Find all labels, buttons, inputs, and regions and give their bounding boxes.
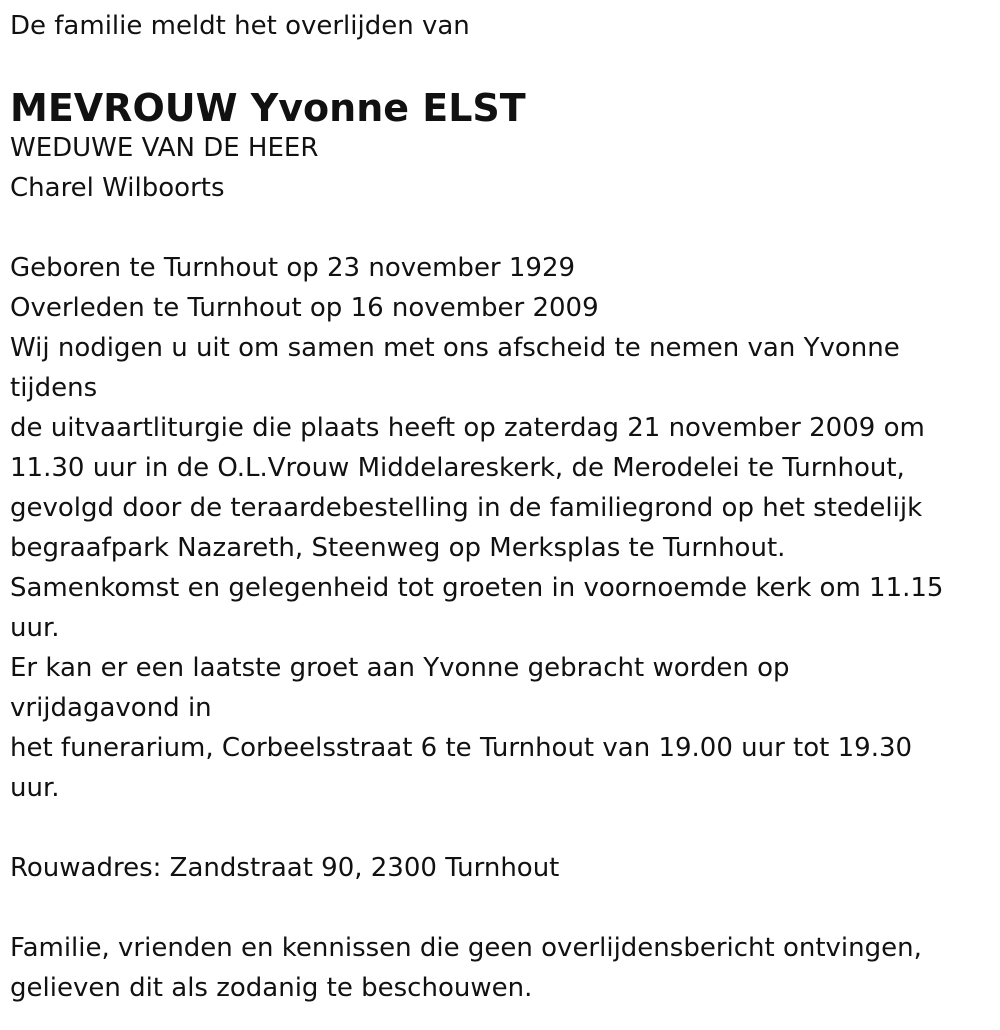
birth-line: Geboren te Turnhout op 23 november 1929 xyxy=(10,253,576,283)
spacer xyxy=(10,888,995,928)
spacer xyxy=(10,208,995,248)
invite-line: 11.30 uur in de O.L.Vrouw Middelareskerk, de Merodelei te Turnhout, xyxy=(10,453,905,483)
relation-line-1: WEDUWE VAN DE HEER xyxy=(10,133,319,163)
intro-text: De familie meldt het overlijden van xyxy=(10,11,470,41)
invite-line: de uitvaartliturgie die plaats heeft op zaterdag 21 november 2009 om xyxy=(10,413,925,443)
spacer xyxy=(10,808,995,848)
invite-line: begraafpark Nazareth, Steenweg op Merksplas te Turnhout. xyxy=(10,533,786,563)
invite-line: gevolgd door de teraardebestelling in de familiegrond op het stedelijk xyxy=(10,493,923,523)
invite-line: uur. xyxy=(10,773,60,803)
closing-line: gelieven dit als zodanig te beschouwen. xyxy=(10,973,533,1003)
invite-line: Wij nodigen u uit om samen met ons afscheid te nemen van Yvonne xyxy=(10,333,900,363)
invite-line: Er kan er een laatste groet aan Yvonne gebracht worden op xyxy=(10,653,790,683)
invite-line: het funerarium, Corbeelsstraat 6 te Turnhout van 19.00 uur tot 19.30 xyxy=(10,733,913,763)
relation-line-2: Charel Wilboorts xyxy=(10,173,225,203)
invite-line: Samenkomst en gelegenheid tot groeten in voornoemde kerk om 11.15 xyxy=(10,573,944,603)
mourning-address: Rouwadres: Zandstraat 90, 2300 Turnhout xyxy=(10,853,560,883)
invite-line: vrijdagavond in xyxy=(10,693,212,723)
closing-line: Familie, vrienden en kennissen die geen overlijdensbericht ontvingen, xyxy=(10,933,922,963)
deceased-name: MEVROUW Yvonne ELST xyxy=(10,86,526,130)
death-line: Overleden te Turnhout op 16 november 2009 xyxy=(10,293,599,323)
obituary-document xyxy=(10,0,995,1008)
invite-line: uur. xyxy=(10,613,60,643)
invite-line: tijdens xyxy=(10,373,98,403)
